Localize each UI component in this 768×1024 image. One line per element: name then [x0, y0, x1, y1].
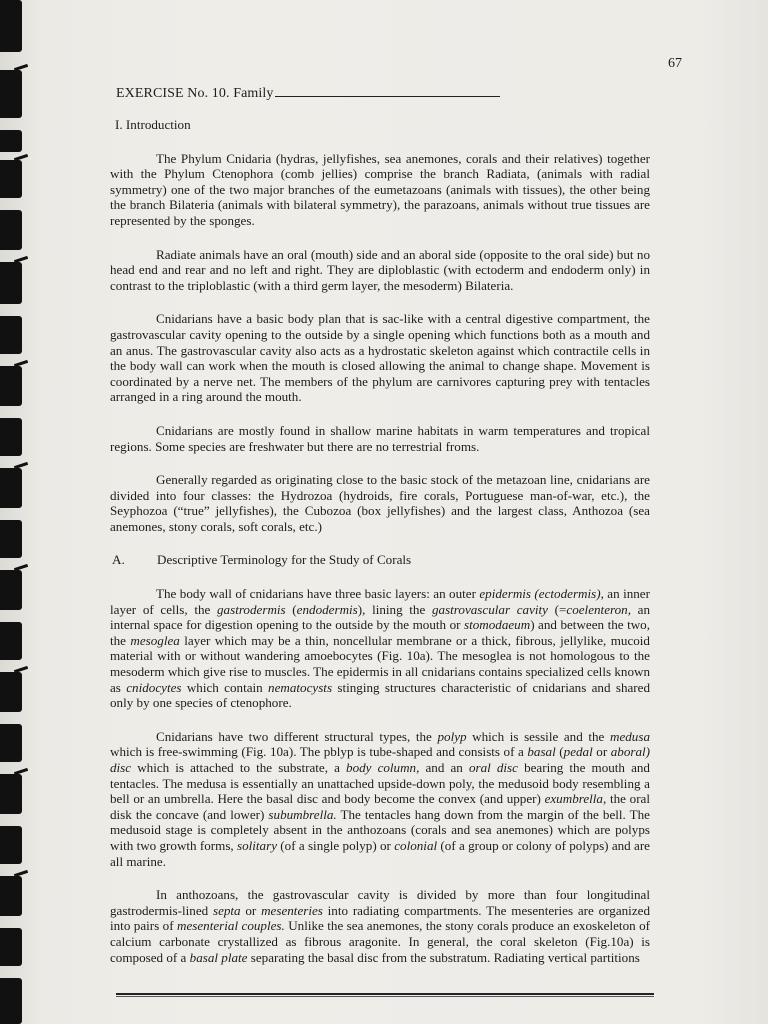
intro-paragraph-2: Radiate animals have an oral (mouth) side and an aboral side (opposite to the oral side) but no head end and rear and no left and right. They are diploblastic (with ectoderm and endoderm only) in contrast to the triploblastic (with a third germ layer, the mesoderm) Bilateria.	[110, 246, 650, 293]
page-number: 67	[668, 56, 682, 71]
intro-paragraph-1: The Phylum Cnidaria (hydras, jellyfishes, sea anemones, corals and their relatives) together with the Phylum Ctenophora (comb jellies) comprise the branch Radiata, (animals with radial symmetry) one of the two major branches of the eumetazoans (animals with tissues), the other being the branch Bilateria (animals with bilateral symmetry), the parazoans, animals without true tissues are represented by the sponges.	[110, 150, 650, 228]
anthozoans-paragraph: In anthozoans, the gastrovascular cavity is divided by more than four longitudinal gastrodermis-lined septa or mesenteries into radiating compartments. The mesenteries are organized into pairs of mesenterial couples. Unlike the sea anemones, the stony corals produce an exoskeleton of calcium carbonate crystallized as fibrous aragonite. In general, the coral skeleton (Fig.10a) is composed of a basal plate separating the basal disc from the substratum. Radiating vertical partitions	[110, 887, 650, 965]
section-a-marker: A.	[112, 552, 125, 568]
body-wall-paragraph: The body wall of cnidarians have three basic layers: an outer epidermis (ectodermis), an inner layer of cells, the gastrodermis (endodermis), lining the gastrovascular cavity (=coelenteron, an internal space for digestion opening to the outside by the mouth or stomodaeum) and between the two, the mesoglea layer which may be a thin, noncellular membrane or a thick, fibrous, jellylike, mucoid material with or without wandering amoebocytes (Fig. 10a). The mesoglea is not homologous to the mesoderm which give rise to muscles. The epidermis in all cnidarians contains specialized cells known as cnidocytes which contain nematocysts stinging structures characteristic of cnidarians and shared only by one species of ctenophore.	[110, 586, 651, 711]
footer-rule-thin	[116, 996, 654, 997]
intro-paragraph-5: Generally regarded as originating close to the basic stock of the metazoan line, cnidarians are divided into four classes: the Hydrozoa (hydroids, fire corals, Portuguese man-of-war, etc.), the Seyphozoa (“true” jellyfishes), the Cubozoa (box jellyfishes) and the largest class, Anthozoa (sea anemones, stony corals, soft corals, etc.)	[110, 472, 650, 534]
intro-paragraph-4: Cnidarians are mostly found in shallow marine habitats in warm temperatures and tropical regions. Some species are freshwater but there are no terrestrial froms.	[110, 422, 650, 454]
intro-paragraph-3: Cnidarians have a basic body plan that is sac-like with a central digestive compartment, the gastrovascular cavity opening to the outside by a single opening which functions both as a mouth and an anus. The gastrovascular cavity also acts as a hydrostatic skeleton against which contractile cells in the body wall can work when the mouth is closed allowing the animal to change shape. Movement is coordinated by a nerve net. The members of the phylum are carnivores capturing prey with tentacles arranged in a ring around the mouth.	[110, 311, 650, 405]
footer-rule	[116, 993, 654, 995]
document-body	[110, 117, 650, 983]
binding-edge	[0, 0, 34, 1024]
introduction-heading: I. Introduction	[115, 117, 191, 132]
exercise-label: EXERCISE No. 10. Family	[116, 86, 274, 101]
exercise-title	[116, 86, 500, 102]
family-blank-line	[275, 86, 500, 97]
structural-types-paragraph: Cnidarians have two different structural types, the polyp which is sessile and the medusa which is free-swimming (Fig. 10a). The pblyp is tube-shaped and consists of a basal (pedal or aboral) disc which is attached to the substrate, a body column, and an oral disc bearing the mouth and tentacles. The medusa is essentially an unattached upside-down poly, the medusoid body resembling a bell or an umbrella. Here the basal disc and body become the convex (and upper) exumbrella, the oral disk the concave (and lower) subumbrella. The tentacles hang down from the margin of the bell. The medusoid stage is completely absent in the anthozoans (corals and sea anemones) which are polyps with two growth forms, solitary (of a single polyp) or colonial (of a group or colony of polyps) and are all marine.	[110, 728, 651, 869]
section-a-heading	[112, 552, 650, 568]
section-a-title: Descriptive Terminology for the Study of Corals	[157, 552, 412, 568]
